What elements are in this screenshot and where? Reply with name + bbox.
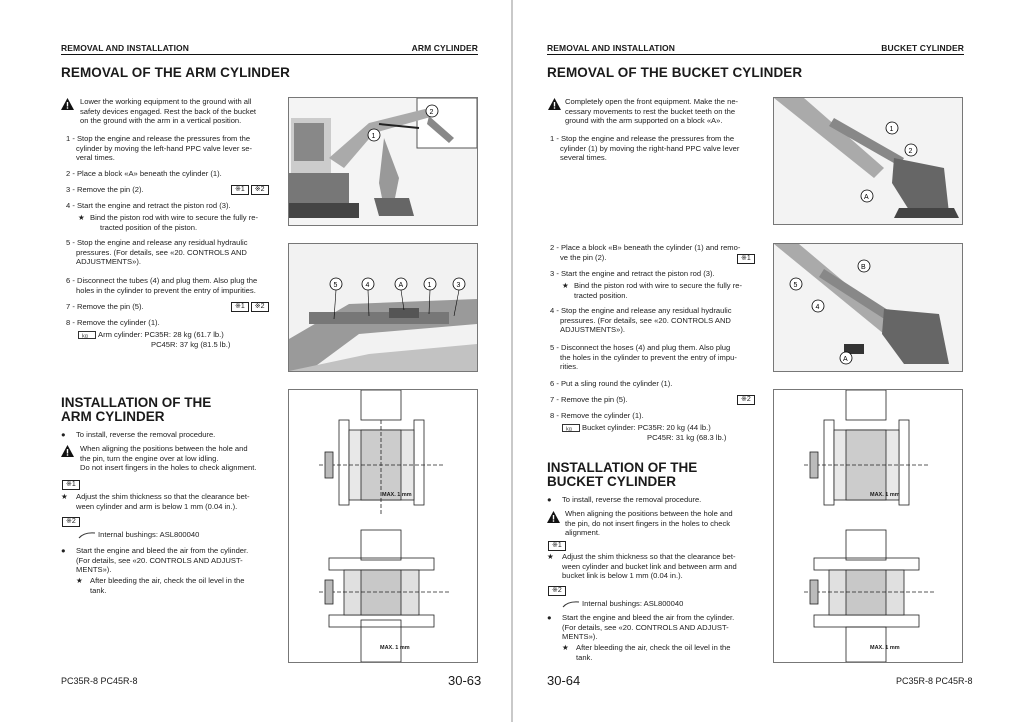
bleed-step: ● Start the engine and bleed the air from the cylinder. (For details, see «20. CONTROLS AND ADJUST- MENTS»).: [547, 613, 735, 642]
header-topic: BUCKET CYLINDER: [881, 43, 964, 53]
step-4: 4 - Start the engine and retract the piston rod (3).: [66, 201, 231, 210]
step-3: 3 - Remove the pin (2).: [66, 185, 144, 194]
warning-icon: [61, 445, 74, 457]
figure-clearance-drawing: [773, 389, 963, 663]
footer-models: PC35R-8 PC45R-8: [61, 676, 138, 686]
max-clearance-label: MAX. 1 mm: [382, 492, 412, 498]
page-number: 30-63: [448, 673, 482, 688]
figure-label: 4: [365, 282, 370, 289]
footer-models: PC35R-8 PC45R-8: [896, 676, 973, 686]
page-title: REMOVAL OF THE BUCKET CYLINDER: [547, 65, 803, 80]
step-1: 1 - Stop the engine and release the pressures from the cylinder by moving the left-hand PPC valve lever se- veral times.: [66, 134, 253, 163]
bleed-step: ● Start the engine and bleed the air from the cylinder. (For details, see «20. CONTROLS AND ADJUST- MENTS»).: [61, 546, 249, 575]
weight-spec: kg Arm cylinder: PC35R: 28 kg (61.7 lb.) PC45R: 37 kg (81.5 lb.): [78, 330, 230, 349]
warning-text: Lower the working equipment to the ground with all safety devices engaged. Rest the back of the bucket on the ground with the arm in a vertical position.: [80, 97, 257, 126]
weight-icon: [562, 424, 580, 432]
figure-label: 2: [429, 109, 434, 116]
warning-icon: [61, 98, 74, 110]
ref-2-tag: ※2: [546, 586, 566, 596]
install-bullet: ● To install, reverse the removal procedure.: [61, 430, 216, 439]
ref-1-tag: ※1: [60, 480, 80, 490]
max-clearance-label: MAX. 1 mm: [870, 492, 900, 498]
figure-label: 5: [793, 282, 798, 289]
bleed-note: ★ After bleeding the air, check the oil level in the tank.: [76, 576, 245, 595]
step-7-refs: ※1 ※2: [229, 302, 269, 312]
step-3: 3 - Start the engine and retract the piston rod (3).: [550, 269, 715, 278]
bleed-note: ★ After bleeding the air, check the oil level in the tank.: [562, 643, 731, 662]
max-clearance-label: MAX. 1 mm: [380, 645, 410, 651]
figure-bucket-cylinder-1: [773, 97, 963, 225]
warning-icon: [548, 98, 561, 110]
warning-icon: [547, 511, 560, 523]
page-right: [513, 0, 1024, 722]
weight-icon: [78, 331, 96, 339]
step-7: 7 - Remove the pin (5).: [550, 395, 628, 404]
page-title: REMOVAL OF THE ARM CYLINDER: [61, 65, 290, 80]
header-rule: [547, 54, 964, 55]
page-left: [0, 0, 511, 722]
max-clearance-label: MAX. 1 mm: [870, 645, 900, 651]
step-4-note: ★ Bind the piston rod with wire to secure the fully re- tracted position of the piston.: [78, 213, 258, 232]
figure-label: 1: [427, 282, 432, 289]
install-bullet: ● To install, reverse the removal procedure.: [547, 495, 702, 504]
figure-label: A: [843, 356, 848, 363]
figure-arm-cylinder-tubes: [288, 243, 478, 372]
install-warning: When aligning the positions between the hole and the pin, turn the engine over at low idling. Do not insert fingers in the holes to check alignment.: [80, 444, 257, 473]
figure-bucket-cylinder-2: [773, 243, 963, 372]
header-section: REMOVAL AND INSTALLATION: [61, 43, 190, 53]
ref-1-tag: ※1: [546, 541, 566, 551]
step-8: 8 - Remove the cylinder (1).: [550, 411, 644, 420]
figure-label: A: [864, 194, 869, 201]
step-8: 8 - Remove the cylinder (1).: [66, 318, 160, 327]
bushing-spec: Internal bushings: ASL800040: [562, 599, 683, 609]
step-6: 6 - Disconnect the tubes (4) and plug them. Also plug the holes in the cylinder to prevent the entry of impurities.: [66, 276, 258, 295]
ref-2-tag: ※2: [60, 517, 80, 527]
step-3-note: ★ Bind the piston rod with wire to secure the fully re- tracted position.: [562, 281, 742, 300]
install-warning: When aligning the positions between the hole and the pin, do not insert fingers in the holes to check alignment.: [565, 509, 733, 538]
grease-icon: [562, 600, 580, 608]
shim-note: ★ Adjust the shim thickness so that the clearance bet- ween cylinder and bucket link and between arm and bucket link is below 1 mm (0.04 in.).: [547, 552, 737, 581]
figure-label: 5: [333, 282, 338, 289]
bushing-spec: Internal bushings: ASL800040: [78, 530, 199, 540]
step-5: 5 - Stop the engine and release any residual hydraulic pressures. (For details, see «20. CONTROLS AND ADJUSTMENTS»).: [66, 238, 248, 267]
step-6: 6 - Put a sling round the cylinder (1).: [550, 379, 673, 388]
step-2: 2 - Place a block «B» beneath the cylinder (1) and remo- ve the pin (2).: [550, 243, 741, 262]
step-7-ref: ※2: [735, 395, 755, 405]
header-section: REMOVAL AND INSTALLATION: [547, 43, 676, 53]
header-topic: ARM CYLINDER: [411, 43, 478, 53]
figure-clearance-drawing: [288, 389, 478, 663]
figure-label: A: [398, 282, 404, 289]
svg-text:kg: kg: [566, 426, 572, 432]
figure-label: 1: [889, 126, 894, 133]
step-2-ref: ※1: [735, 254, 755, 264]
step-1: 1 - Stop the engine and release the pressures from the cylinder (1) by moving the right-hand PPC valve lever several times.: [550, 134, 740, 163]
warning-text: Completely open the front equipment. Make the ne- cessary movements to rest the bucket teeth on the ground with the arm supported on a block «A».: [565, 97, 739, 126]
step-5: 5 - Disconnect the hoses (4) and plug them. Also plug the holes in the cylinder to prevent the entry of impu- rities.: [550, 343, 737, 372]
step-2: 2 - Place a block «A» beneath the cylinder (1).: [66, 169, 222, 178]
figure-label: B: [861, 264, 866, 271]
step-7: 7 - Remove the pin (5).: [66, 302, 144, 311]
figure-label: 1: [371, 133, 376, 140]
install-title: INSTALLATION OF THE BUCKET CYLINDER: [547, 460, 698, 489]
figure-excavator-arm: [288, 97, 478, 226]
figure-label: 3: [456, 282, 461, 289]
svg-text:kg: kg: [82, 333, 88, 339]
figure-label: 2: [908, 148, 913, 155]
step-4: 4 - Stop the engine and release any residual hydraulic pressures. (For details, see «20. CONTROLS AND ADJUSTMENTS»).: [550, 306, 732, 335]
figure-label: 4: [815, 304, 820, 311]
header-rule: [61, 54, 478, 55]
grease-icon: [78, 531, 96, 539]
weight-spec: kg Bucket cylinder: PC35R: 20 kg (44 lb.) PC45R: 31 kg (68.3 lb.): [562, 423, 726, 442]
step-3-refs: ※1 ※2: [229, 185, 269, 195]
shim-note: ★ Adjust the shim thickness so that the clearance bet- ween cylinder and arm is below 1 mm (0.04 in.).: [61, 492, 250, 511]
install-title: INSTALLATION OF THE ARM CYLINDER: [61, 395, 212, 424]
page-number: 30-64: [547, 673, 581, 688]
